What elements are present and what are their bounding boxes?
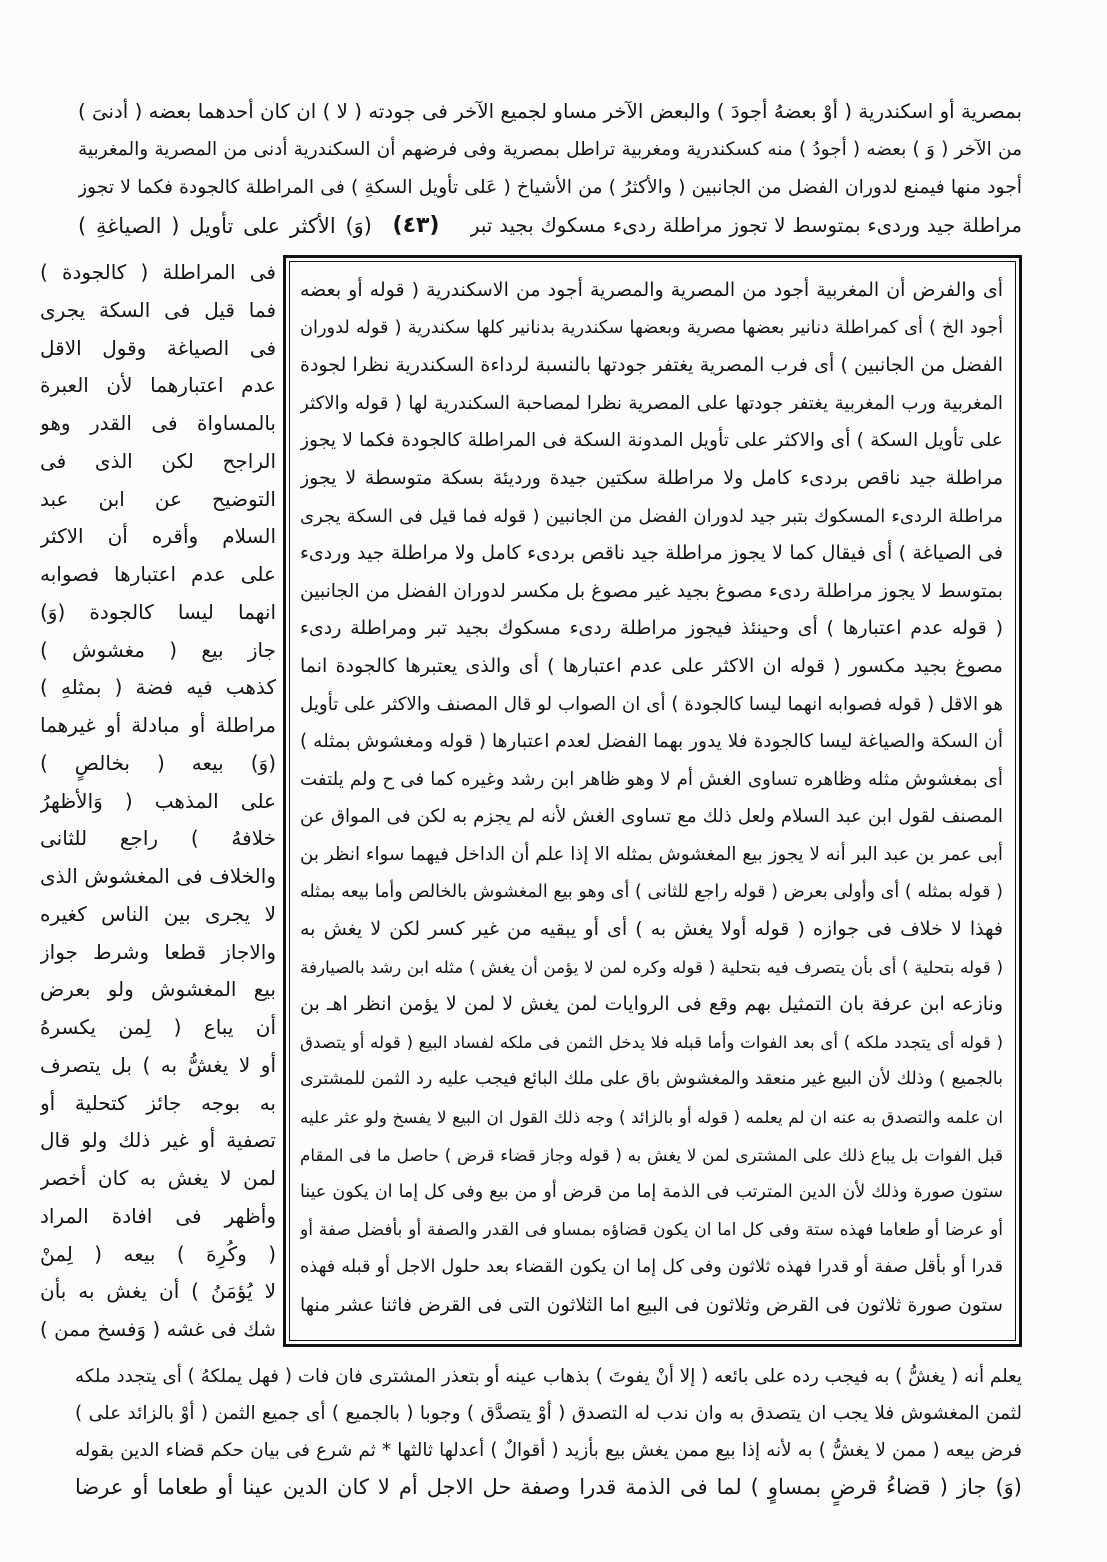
commentary-line: أى والفرض أن المغربية أجود من المصرية والمصرية أجود من الاسكندرية ( قوله أو بعضه xyxy=(300,279,1003,301)
main-text-line-4-right xyxy=(470,207,1022,245)
side-column-line: على عدم اعتبارها فصوابه xyxy=(40,562,276,586)
main-text-line: (وَ) جاز ( قضاءُ قرضٍ بمساوٍ ) لما فى الذمة قدرا وصفة حل الاجل أم لا كان الدين عينا أو طعاما أو عرضا xyxy=(75,1475,1022,1499)
main-text-line: أجود منها فيمنع لدوران الفضل من الجانبين ( والأكثرُ ) من الأشياخ ( عَلى تأويل السكةِ ) فى المراطلة كالجودة فكما لا تجوز xyxy=(78,177,1022,198)
side-column-line: بالمساواة فى القدر وهو xyxy=(40,411,276,435)
main-text-bottom xyxy=(75,1358,1022,1506)
side-column-line: لا يُؤمَنُ ) أن يغش به بأن xyxy=(40,1279,276,1304)
side-column-line: لا يجرى بين الناس كغيره xyxy=(40,901,276,926)
side-column-line: على المذهب ( وَالأظهرُ xyxy=(40,788,276,813)
commentary-line: قبل الفوات بل يباع ذلك على المشترى لمن لا يغش به ( قوله وجاز قضاء قرض ) حاصل ما فى المقام xyxy=(300,1144,1003,1165)
commentary-line: أو عرضا أو طعاما فهذه ستة وفى كل اما ان يكون قضاؤه بمساو فى القدر والصفة أو بأفضل صفة أو xyxy=(300,1219,1003,1240)
side-column-line: مراطلة أو مبادلة أو غيرهما xyxy=(40,713,276,737)
side-column-line: به بوجه جائز كتحلية أو xyxy=(40,1090,276,1115)
main-text-line: مراطلة جيد وردىء بمتوسط لا تجوز مراطلة ردىء مسكوك بجيد تبر xyxy=(470,214,1022,237)
main-text-line-4-left xyxy=(78,207,372,245)
commentary-line: فى الصياغة ) أى فيقال كما لا يجوز مراطلة جيد ناقص بردىء كامل ولا مراطلة جيد وردىء xyxy=(300,542,1003,565)
commentary-line: ( قوله عدم اعتبارها ) أى وحينئذ فيجوز مراطلة ردىء مسكوك بجيد تبر ومراطلة ردىء xyxy=(300,617,1003,640)
commentary-line: ( قوله بتحلية ) أى بأن يتصرف فيه بتحلية ( قوله وكره لمن لا يؤمن أن يغش ) مثله ابن رشد بالصيارفة xyxy=(300,956,1003,977)
side-column-line: شك فى غشه ( وَفسخ ممن ) xyxy=(40,1318,276,1341)
side-column-line: والخلاف فى المغشوش الذى xyxy=(40,864,276,888)
main-text-side-column xyxy=(40,254,276,1349)
main-text-line: (وَ) الأكثر على تأويل ( الصياغةِ ) xyxy=(78,214,372,238)
commentary-line: أبى عمر بن عبد البر أنه لا يجوز بيع المغشوش بمثله الا إذا علم أن الداخل فيهما سواء انظر بن xyxy=(300,843,1003,865)
main-text-line: فرض بيعه ( ممن لا يغشُّ ) به لأنه إذا بيع ممن يغش بيع بأزيد ( أقوالٌ ) أعدلها ثالثها * ثم شرع فى بيان حكم قضاء الدين بقوله xyxy=(75,1440,1022,1461)
commentary-line: ( قوله بمثله ) أى وأولى بعرض ( قوله راجع للثانى ) أى وهو بيع المغشوش بالخالص وأما بيعه بمثله xyxy=(300,881,1003,902)
commentary-line: فهذا لا خلاف فى جوازه ( قوله أولا يغش به ) أى أو يبقيه من غير كسر لكن لا يغش به xyxy=(300,918,1003,941)
commentary-line: أجود الخ ) أى كمراطلة دنانير بعضها مصرية وبعضها سكندرية بدنانير كلها سكندرية ( قوله لدوران xyxy=(300,317,1003,338)
main-text-line: بمصرية أو اسكندرية ( أوْ بعضهُ أجودَ ) والبعض الآخر مساو لجميع الآخر فى جودته ( لا ) ان كان أحدهما بعضه ( أدنىَ ) xyxy=(78,100,1022,123)
commentary-line: أن السكة والصياغة ليسا كالجودة فلا يدور بهما الفضل لعدم اعتبارها ( قوله ومغشوش بمثله ) xyxy=(300,731,1003,753)
page-number: (٤٣) xyxy=(392,213,440,238)
side-column-line: فى الصياغة وقول الاقل xyxy=(40,335,276,360)
commentary-line: مراطلة الردىء المسكوك بتبر جيد لدوران الفضل من الجانبين ( قوله فما قيل فى السكة يجرى xyxy=(300,505,1003,527)
commentary-line: أى بمغشوش مثله وظاهره تساوى الغش أم لا وهو ظاهر ابن رشد وغيره كما فى ح ولم يلتفت xyxy=(300,768,1003,790)
commentary-line: قدرا أو بأقل صفة أو قدرا فهذه ثلاثون وفى كل إما ان يكون القضاء بعد حلول الاجل أو قبله فهذه xyxy=(300,1257,1003,1278)
commentary-line: بالجميع ) وذلك لأن البيع غير منعقد والمغشوش باق على ملك البائع فيجب عليه رد الثمن للمشترى xyxy=(300,1069,1003,1090)
side-column-line: السلام وأقره أن الاكثر xyxy=(40,524,276,549)
commentary-line: ستون صورة ثلاثون فى القرض وثلاثون فى البيع اما الثلاثون التى فى القرض فاثنا عشر منها xyxy=(300,1295,1003,1317)
commentary-line: المغربية ورب المغربية يغتفر جودتها على المصرية نظرا لمصاحبة السكندرية لها ( قوله والاكثر xyxy=(300,392,1003,414)
commentary-line: الفضل من الجانبين ) أى فرب المصرية يغتفر جودتها بالنسبة لرداءة السكندرية نظرا لجودة xyxy=(300,354,1003,377)
main-text-line: من الآخر ( وَ ) بعضه ( أجودُ ) منه كسكندرية ومغربية تراطل بمصرية وفى فرضهم أن السكندرية أدنى من المصرية والمغربية xyxy=(78,139,1022,160)
side-column-line: خلافهُ ) راجع للثانى xyxy=(40,826,276,851)
commentary-line: بمتوسط لا يجوز مراطلة ردىء مصوغ بجيد غير مصوغ بل مكسر لدوران الفضل من الجانبين xyxy=(300,580,1003,602)
side-column-line: جاز بيع ( مغشوش ) xyxy=(40,637,276,662)
side-column-line: بيع المغشوش ولو بعرض xyxy=(40,977,276,1002)
side-column-line: انهما ليسا كالجودة (وَ) xyxy=(40,599,276,624)
side-column-line: فى المراطلة ( كالجودة ) xyxy=(40,260,276,284)
main-text-line: لثمن المغشوش فلا يجب ان يتصدق به وان ندب له التصدق ( أوْ يتصدَّق ) وجوبا ( بالجميع ) أى جميع الثمن ( أوْ بالزائد على ) xyxy=(75,1403,1022,1424)
side-column-line: والاجاز قطعا وشرط جواز xyxy=(40,939,276,964)
side-column-line: كذهب فيه فضة ( بمثلهِ ) xyxy=(40,675,276,700)
side-column-line: التوضيح عن ابن عبد xyxy=(40,486,276,511)
side-column-line: الراجح لكن الذى فى xyxy=(40,448,276,473)
commentary-line: مراطلة جيد ناقص بردىء كامل ولا مراطلة سكتين جيدة ورديئة بسكة متوسطة لا يجوز xyxy=(300,466,1003,489)
commentary-text xyxy=(300,272,1003,1325)
main-text-top xyxy=(78,93,1022,207)
commentary-line: ان علمه والتصدق به عنه ان لم يعلمه ( قوله أو بالزائد ) وجه ذلك القول ان البيع لا يفسخ ولو عثر عليه xyxy=(300,1107,1003,1128)
side-column-line: وأظهر فى افادة المراد xyxy=(40,1203,276,1228)
commentary-line: المصنف لقول ابن عبد السلام ولعل ذلك مع تساوى الغش لأنه لم يجزم به لكن فى المواق عن xyxy=(300,806,1003,828)
commentary-line: هو الاقل ( قوله فصوابه انهما ليسا كالجودة ) أى ان الصواب لو قال المصنف والاكثر على تأويل xyxy=(300,693,1003,715)
commentary-line: ونازعه ابن عرفة بان التمثيل بهم وقع فى الروايات لمن يغش لا لمن لا يؤمن انظر اهـ بن xyxy=(300,993,1003,1016)
side-column-line: (وَ) بيعه ( بخالصٍ ) xyxy=(40,750,276,775)
commentary-line: ( قوله أى يتجدد ملكه ) أى بعد الفوات وأما قبله فلا يدخل الثمن فى ملكه لفساد البيع ( قوله أو يتصدق xyxy=(300,1031,1003,1052)
main-text-line: يعلم أنه ( يغشُّ ) به فيجب رده على بائعه ( إلا أنْ يفوتَ ) بذهاب عينه أو بتعذر المشترى فان فات ( فهل يملكهُ ) أى يتجدد ملكه xyxy=(75,1366,1022,1387)
side-column-line: أو لا يغشُّ به ) بل يتصرف xyxy=(40,1052,276,1077)
side-column-line: فما قيل فى السكة يجرى xyxy=(40,297,276,322)
commentary-line: ستون صورة وذلك لأن الدين المترتب فى الذمة إما من قرض أو من بيع وفى كل إما ان يكون عينا xyxy=(300,1182,1003,1203)
commentary-line: مصوغ بجيد مكسور ( قوله ان الاكثر على عدم اعتبارها ) أى والذى يعتبرها كالجودة انما xyxy=(300,654,1003,677)
side-column-line: أن يباع ( لِمن يكسرهُ xyxy=(40,1015,276,1039)
side-column-line: عدم اعتبارهما لأن العبرة xyxy=(40,373,276,398)
commentary-line: على تأويل السكة ) أى والاكثر على تأويل المدونة السكة فى المراطلة كالجودة فكما لا يجوز xyxy=(300,430,1003,452)
side-column-line: لمن لا يغش به كان أخصر xyxy=(40,1166,276,1190)
side-column-line: تصفية أو غير ذلك ولو قال xyxy=(40,1128,276,1153)
side-column-line: ( وكُرِهَ ) بيعه ( لِمنْ xyxy=(40,1241,276,1266)
